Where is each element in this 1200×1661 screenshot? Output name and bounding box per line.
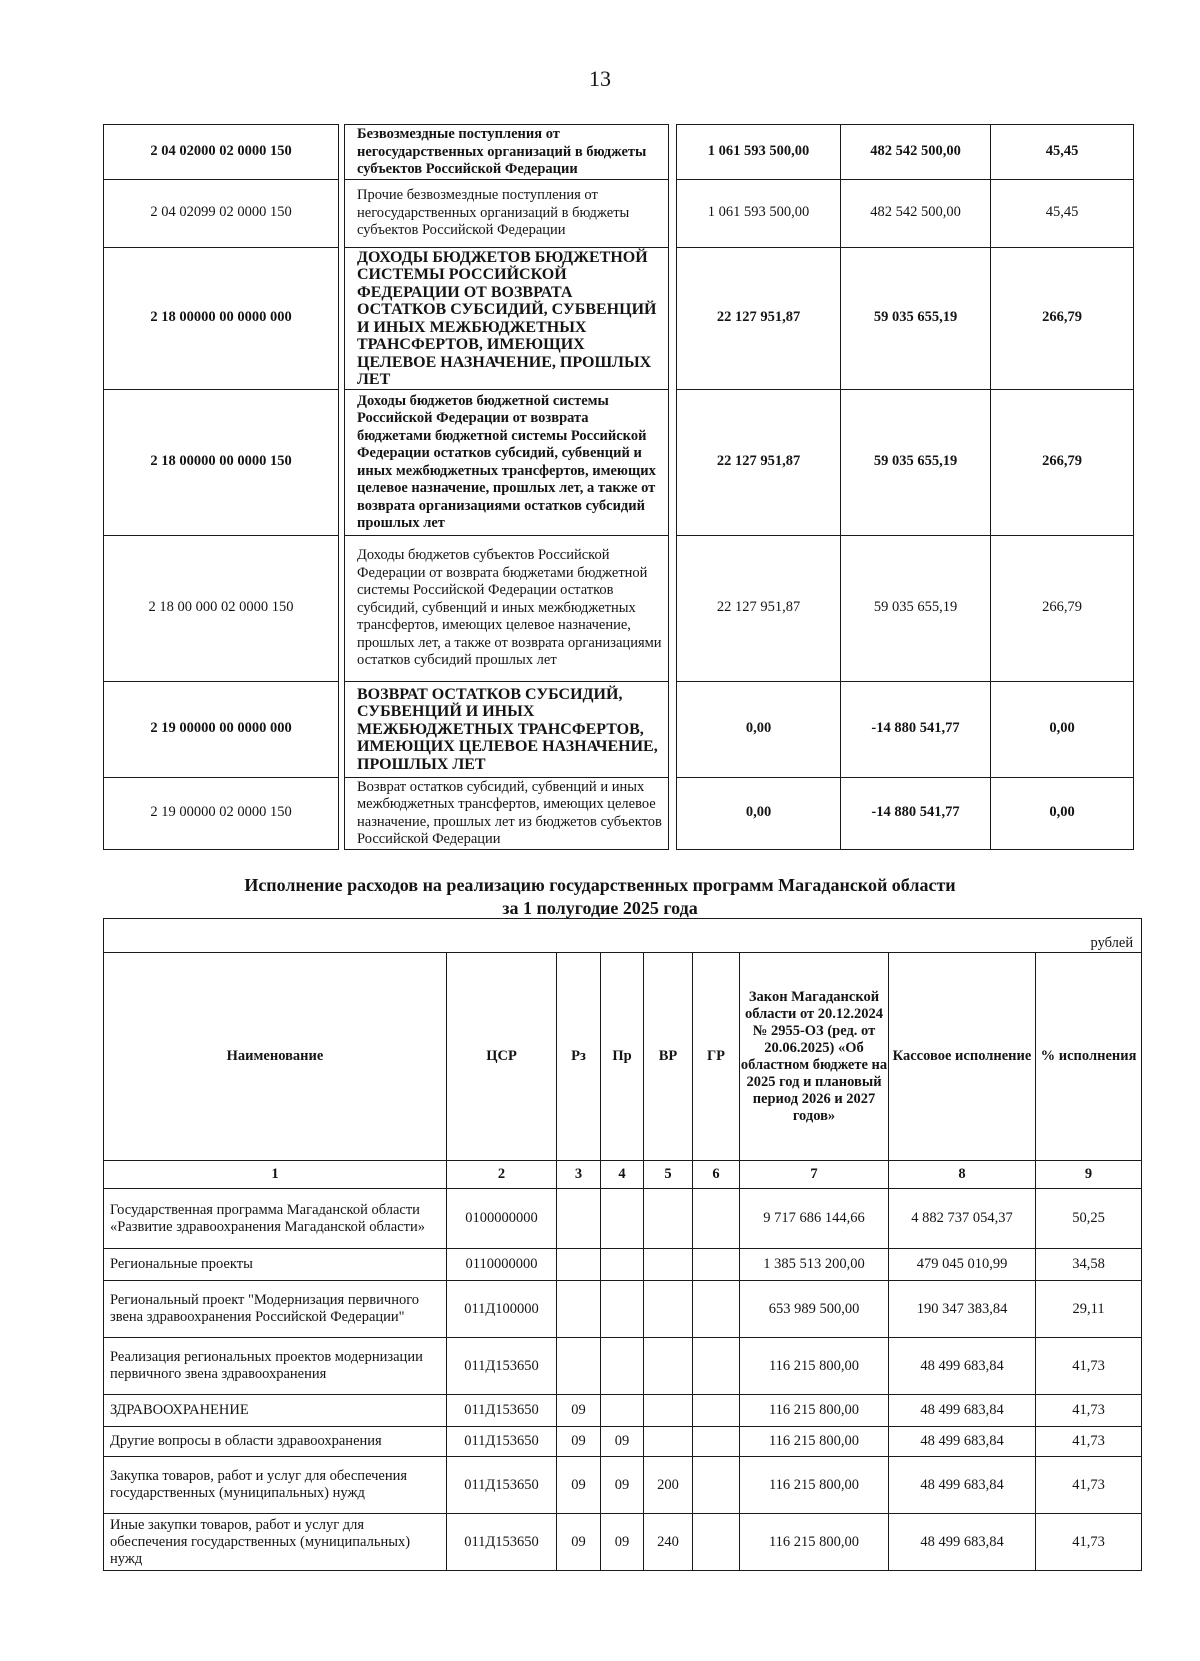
cell-gap [669, 247, 677, 389]
row-pr [601, 1395, 644, 1427]
row-name: Государственная программа Магаданской области «Развитие здравоохранения Магаданской области» [104, 1189, 447, 1249]
row-law: 116 215 800,00 [740, 1427, 889, 1457]
revenue-percent: 45,45 [991, 125, 1134, 180]
row-percent: 41,73 [1036, 1395, 1142, 1427]
header-pr: Пр [601, 953, 644, 1161]
row-gr [693, 1395, 740, 1427]
revenue-plan: 1 061 593 500,00 [677, 125, 841, 180]
revenue-plan: 1 061 593 500,00 [677, 179, 841, 247]
column-number: 6 [693, 1161, 740, 1189]
row-name: Закупка товаров, работ и услуг для обеспечения государственных (муниципальных) нужд [104, 1457, 447, 1514]
header-gr: ГР [693, 953, 740, 1161]
header-csr: ЦСР [447, 953, 557, 1161]
row-law: 9 717 686 144,66 [740, 1189, 889, 1249]
revenue-code: 2 18 00000 00 0000 150 [104, 389, 339, 535]
column-number: 5 [644, 1161, 693, 1189]
revenue-percent: 45,45 [991, 179, 1134, 247]
row-rz: 09 [557, 1427, 601, 1457]
row-percent: 34,58 [1036, 1249, 1142, 1281]
row-cash: 479 045 010,99 [889, 1249, 1036, 1281]
row-gr [693, 1338, 740, 1395]
revenue-name: Доходы бюджетов бюджетной системы Российской Федерации от возврата бюджетами бюджетной системы Российской Федерации остатков субсидий, субвенций и иных межбюджетных трансфертов, имеющих целевое назначение, прошлых лет, а также от возврата организациями остатков субсидий прошлых лет [345, 389, 669, 535]
row-gr [693, 1189, 740, 1249]
cell-gap [669, 179, 677, 247]
revenue-plan: 22 127 951,87 [677, 247, 841, 389]
row-law: 116 215 800,00 [740, 1338, 889, 1395]
row-cash: 48 499 683,84 [889, 1457, 1036, 1514]
table-row [104, 389, 1134, 535]
row-vr: 240 [644, 1514, 693, 1571]
row-vr [644, 1427, 693, 1457]
table-row [104, 125, 1134, 180]
row-name: Региональный проект "Модернизация первичного звена здравоохранения Российской Федерации" [104, 1281, 447, 1338]
row-csr: 011Д153650 [447, 1338, 557, 1395]
header-vr: ВР [644, 953, 693, 1161]
row-csr: 011Д153650 [447, 1514, 557, 1571]
row-gr [693, 1281, 740, 1338]
column-number: 9 [1036, 1161, 1142, 1189]
table-row [104, 1514, 1142, 1571]
header-rz: Рз [557, 953, 601, 1161]
table-row [104, 179, 1134, 247]
table-row [104, 1338, 1142, 1395]
row-gr [693, 1457, 740, 1514]
row-law: 1 385 513 200,00 [740, 1249, 889, 1281]
revenue-name: ВОЗВРАТ ОСТАТКОВ СУБСИДИЙ, СУБВЕНЦИЙ И ИНЫХ МЕЖБЮДЖЕТНЫХ ТРАНСФЕРТОВ, ИМЕЮЩИХ ЦЕЛЕВОЕ НАЗНАЧЕНИЕ, ПРОШЛЫХ ЛЕТ [345, 681, 669, 777]
row-law: 116 215 800,00 [740, 1395, 889, 1427]
row-percent: 50,25 [1036, 1189, 1142, 1249]
revenue-fact: 482 542 500,00 [841, 125, 991, 180]
row-csr: 011Д100000 [447, 1281, 557, 1338]
revenue-fact: 59 035 655,19 [841, 535, 991, 681]
row-percent: 41,73 [1036, 1457, 1142, 1514]
column-number: 3 [557, 1161, 601, 1189]
row-vr [644, 1281, 693, 1338]
table-row [104, 247, 1134, 389]
revenue-fact: -14 880 541,77 [841, 681, 991, 777]
row-rz [557, 1249, 601, 1281]
row-percent: 41,73 [1036, 1338, 1142, 1395]
row-csr: 011Д153650 [447, 1457, 557, 1514]
table-row [104, 1249, 1142, 1281]
unit-label: рублей [104, 919, 1142, 953]
revenue-name: Безвозмездные поступления от негосударственных организаций в бюджеты субъектов Российской Федерации [345, 125, 669, 180]
revenue-fact: 482 542 500,00 [841, 179, 991, 247]
header-percent: % исполнения [1036, 953, 1142, 1161]
row-pr [601, 1189, 644, 1249]
row-cash: 48 499 683,84 [889, 1338, 1036, 1395]
section-title [0, 874, 1200, 920]
row-law: 116 215 800,00 [740, 1457, 889, 1514]
row-cash: 4 882 737 054,37 [889, 1189, 1036, 1249]
table-row [104, 1427, 1142, 1457]
column-number: 8 [889, 1161, 1036, 1189]
row-gr [693, 1514, 740, 1571]
row-gr [693, 1249, 740, 1281]
table-row [104, 681, 1134, 777]
revenue-name: Возврат остатков субсидий, субвенций и иных межбюджетных трансфертов, имеющих целевое назначение, прошлых лет из бюджетов субъектов Российской Федерации [345, 777, 669, 849]
revenue-name: Доходы бюджетов субъектов Российской Федерации от возврата бюджетами бюджетной системы Российской Федерации остатков субсидий, субвенций и иных межбюджетных трансфертов, имеющих целевое назначение, прошлых лет, а также от возврата организациями остатков субсидий прошлых лет [345, 535, 669, 681]
row-vr [644, 1395, 693, 1427]
revenue-percent: 0,00 [991, 777, 1134, 849]
section-title-line-2: за 1 полугодие 2025 года [502, 898, 698, 918]
row-rz [557, 1281, 601, 1338]
header-name: Наименование [104, 953, 447, 1161]
row-rz: 09 [557, 1457, 601, 1514]
row-gr [693, 1427, 740, 1457]
row-rz: 09 [557, 1395, 601, 1427]
cell-gap [669, 681, 677, 777]
row-cash: 48 499 683,84 [889, 1395, 1036, 1427]
cell-gap [669, 389, 677, 535]
column-number-row [104, 1161, 1142, 1189]
row-cash: 190 347 383,84 [889, 1281, 1036, 1338]
expenditure-table [103, 918, 1142, 1571]
cell-gap [669, 777, 677, 849]
row-csr: 0110000000 [447, 1249, 557, 1281]
table-row [104, 1457, 1142, 1514]
row-percent: 29,11 [1036, 1281, 1142, 1338]
revenue-code: 2 18 00 000 02 0000 150 [104, 535, 339, 681]
row-rz: 09 [557, 1514, 601, 1571]
revenue-plan: 22 127 951,87 [677, 535, 841, 681]
row-vr: 200 [644, 1457, 693, 1514]
row-vr [644, 1338, 693, 1395]
table-row [104, 535, 1134, 681]
revenue-plan: 0,00 [677, 681, 841, 777]
column-number: 2 [447, 1161, 557, 1189]
row-cash: 48 499 683,84 [889, 1514, 1036, 1571]
revenue-plan: 22 127 951,87 [677, 389, 841, 535]
row-rz [557, 1338, 601, 1395]
row-csr: 011Д153650 [447, 1427, 557, 1457]
row-csr: 011Д153650 [447, 1395, 557, 1427]
revenue-percent: 266,79 [991, 535, 1134, 681]
header-row [104, 953, 1142, 1161]
revenue-percent: 0,00 [991, 681, 1134, 777]
row-rz [557, 1189, 601, 1249]
row-pr: 09 [601, 1457, 644, 1514]
row-cash: 48 499 683,84 [889, 1427, 1036, 1457]
row-name: Реализация региональных проектов модернизации первичного звена здравоохранения [104, 1338, 447, 1395]
revenue-fact: 59 035 655,19 [841, 389, 991, 535]
row-percent: 41,73 [1036, 1427, 1142, 1457]
revenue-fact: 59 035 655,19 [841, 247, 991, 389]
column-number: 1 [104, 1161, 447, 1189]
column-number: 4 [601, 1161, 644, 1189]
header-law: Закон Магаданской области от 20.12.2024 № 2955-ОЗ (ред. от 20.06.2025) «Об областном бюджете на 2025 год и плановый период 2026 и 2027 годов» [740, 953, 889, 1161]
cell-gap [669, 125, 677, 180]
row-law: 653 989 500,00 [740, 1281, 889, 1338]
revenue-code: 2 18 00000 00 0000 000 [104, 247, 339, 389]
row-name: Иные закупки товаров, работ и услуг для обеспечения государственных (муниципальных) нужд [104, 1514, 447, 1571]
revenue-name: Прочие безвозмездные поступления от негосударственных организаций в бюджеты субъектов Российской Федерации [345, 179, 669, 247]
row-law: 116 215 800,00 [740, 1514, 889, 1571]
revenue-percent: 266,79 [991, 389, 1134, 535]
row-pr: 09 [601, 1514, 644, 1571]
page-number: 13 [589, 66, 611, 91]
row-name: Другие вопросы в области здравоохранения [104, 1427, 447, 1457]
revenue-code: 2 19 00000 02 0000 150 [104, 777, 339, 849]
row-csr: 0100000000 [447, 1189, 557, 1249]
revenue-code: 2 04 02099 02 0000 150 [104, 179, 339, 247]
row-pr [601, 1249, 644, 1281]
table-row [104, 1281, 1142, 1338]
unit-row [104, 919, 1142, 953]
revenue-table [103, 124, 1134, 850]
row-vr [644, 1189, 693, 1249]
revenue-code: 2 19 00000 00 0000 000 [104, 681, 339, 777]
table-row [104, 1395, 1142, 1427]
revenue-code: 2 04 02000 02 0000 150 [104, 125, 339, 180]
row-pr [601, 1281, 644, 1338]
cell-gap [669, 535, 677, 681]
revenue-percent: 266,79 [991, 247, 1134, 389]
row-name: ЗДРАВООХРАНЕНИЕ [104, 1395, 447, 1427]
row-name: Региональные проекты [104, 1249, 447, 1281]
revenue-plan: 0,00 [677, 777, 841, 849]
row-pr [601, 1338, 644, 1395]
row-pr: 09 [601, 1427, 644, 1457]
row-vr [644, 1249, 693, 1281]
table-row [104, 777, 1134, 849]
section-title-line-1: Исполнение расходов на реализацию государственных программ Магаданской области [244, 875, 956, 895]
revenue-name: ДОХОДЫ БЮДЖЕТОВ БЮДЖЕТНОЙ СИСТЕМЫ РОССИЙСКОЙ ФЕДЕРАЦИИ ОТ ВОЗВРАТА ОСТАТКОВ СУБСИДИЙ, СУБВЕНЦИЙ И ИНЫХ МЕЖБЮДЖЕТНЫХ ТРАНСФЕРТОВ, ИМЕЮЩИХ ЦЕЛЕВОЕ НАЗНАЧЕНИЕ, ПРОШЛЫХ ЛЕТ [345, 247, 669, 389]
revenue-fact: -14 880 541,77 [841, 777, 991, 849]
table-row [104, 1189, 1142, 1249]
header-cash: Кассовое исполнение [889, 953, 1036, 1161]
column-number: 7 [740, 1161, 889, 1189]
row-percent: 41,73 [1036, 1514, 1142, 1571]
